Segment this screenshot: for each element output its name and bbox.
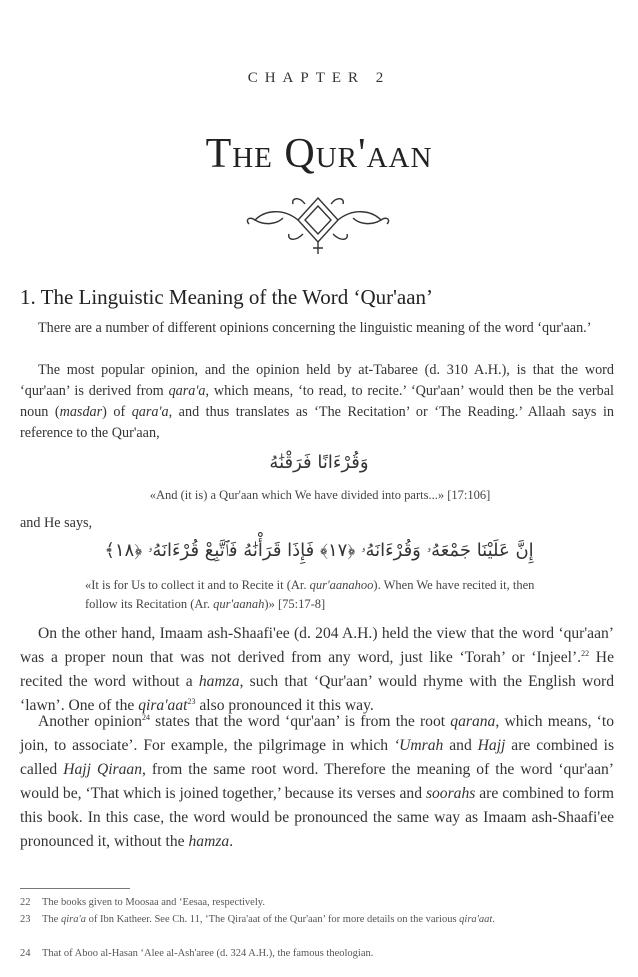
translation-quote-2: «It is for Us to collect it and to Recite it (Ar. qur'aanahoo). When We have recited it, then follow its Recitation (Ar. qur'aanah)» [75:17-8] — [85, 578, 535, 611]
translation-quote-1: «And (it is) a Qur'aan which We have divided into parts...» [17:106] — [149, 488, 491, 502]
floral-ornament-icon — [243, 190, 393, 260]
chapter-title: The Qur'aan — [205, 131, 433, 177]
footnote-ref-24[interactable]: 24 — [141, 712, 150, 722]
section-heading: 1. The Linguistic Meaning of the Word ‘Qur'aan’ — [20, 285, 434, 309]
paragraph-4: Another opinion$^{24}$ states that the word ‘qur'aan’ is from the root qarana, which means, ‘to join, to associate’. For example, the pilgrimage in which ‘Umrah and Hajj are combined is called Hajj Qiraan, from the same root word. Therefore the meaning of the word ‘qur'aan’ would be, ‘That which is joined together,’ because its verses and soorahs are combined to form this book. In this case, the word would be pronounced the same way as Imaam ash-Shaafi'ee pronounced it, without the hamza. — [20, 712, 615, 850]
footnote-ref-22[interactable]: 22 — [581, 648, 590, 658]
connector-text: and He says, — [20, 515, 93, 531]
paragraph-1: There are a number of different opinions concerning the linguistic meaning of the word ‘qur'aan.’ — [38, 320, 592, 336]
arabic-verse-2: إِنَّ عَلَيْنَا جَمْعَهُۥ وَقُرْءَانَهُۥ ﴿١٧﴾ فَإِذَا قَرَأْنَٰهُ فَٱتَّبِعْ قُرْءَانَهُۥ ﴿١٨﴾ — [104, 540, 534, 561]
footnote-divider — [20, 888, 130, 889]
footnote-23: 23 The qira'a of Ibn Katheer. See Ch. 11, ‘The Qira'aat of the Qur'aan’ for more details on the various qira'aat. — [20, 914, 495, 925]
footnote-22: 22 The books given to Moosaa and ‘Eesaa, respectively. — [20, 897, 265, 908]
footnote-ref-23[interactable]: 23 — [187, 696, 196, 706]
chapter-label: CHAPTER 2 — [247, 70, 391, 86]
paragraph-3: On the other hand, Imaam ash-Shaafi'ee (d. 204 A.H.) held the view that the word ‘qur'aan’ was a proper noun that was not derived from any word, just like ‘Torah’ or ‘Injeel’.$^{22}$ He recited the word without a hamza, such that ‘Qur'aan’ would rhyme with the English word ‘lawn’. One of the qira'aat$^{23}$ also pronounced it this way. — [20, 625, 614, 714]
footnote-24: 24 That of Aboo al-Hasan ‘Alee al-Ash'aree (d. 324 A.H.), the famous theologian. — [20, 948, 374, 959]
paragraph-2: The most popular opinion, and the opinion held by at-Tabaree (d. 310 A.H.), is that the word ‘qur'aan’ is derived from qara'a, which means, ‘to read, to recite.’ ‘Qur'aan’ would then be the verbal noun (masdar) of qara'a, and thus translates as ‘The Recitation’ or ‘The Reading.’ Allaah says in reference to the Qur'aan, — [20, 362, 614, 441]
arabic-verse-1: وَقُرْءَانًا فَرَقْنَٰهُ — [269, 452, 369, 473]
